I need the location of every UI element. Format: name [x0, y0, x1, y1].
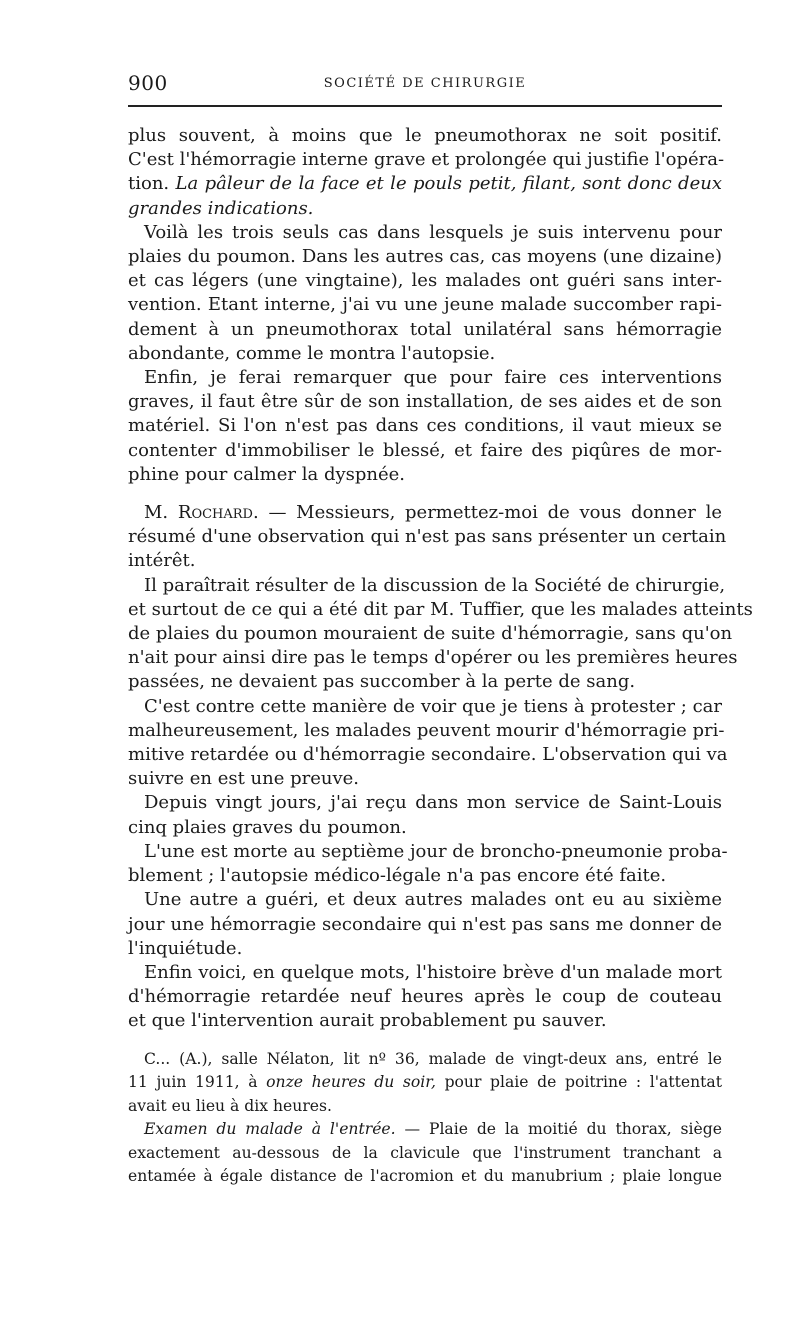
- text-run: pour plaie de poitrine : l'attentat: [435, 1073, 722, 1092]
- header-rule: [128, 105, 722, 107]
- text-line: et cas légers (une vingtaine), les malades ont guéri sans inter-: [128, 270, 722, 292]
- observation-block: [128, 1048, 722, 1189]
- text-line: plus souvent, à moins que le pneumothorax ne soit positif.: [128, 125, 722, 146]
- paragraph: [128, 961, 722, 1034]
- text-line: Enfin voici, en quelque mots, l'histoire brève d'un malade mort: [144, 961, 722, 983]
- text-line: et que l'intervention aurait probablement pu sauver.: [128, 1010, 607, 1032]
- text-line: [128, 501, 722, 525]
- speaker-paragraph: [128, 501, 727, 574]
- body-text: [128, 124, 753, 1189]
- running-title: SOCIÉTÉ DE CHIRURGIE: [323, 76, 527, 91]
- text-line: Il paraîtrait résulter de la discussion de la Société de chirurgie,: [144, 574, 726, 596]
- paragraph: [128, 221, 722, 366]
- speaker-name: Rochard.: [177, 502, 259, 524]
- text-line: de plaies du poumon mouraient de suite d'hémorragie, sans qu'on: [128, 623, 733, 645]
- text-line: exactement au-dessous de la clavicule que l'instrument tranchant a: [128, 1143, 722, 1162]
- text-line: Depuis vingt jours, j'ai reçu dans mon service de Saint-Louis: [144, 792, 722, 814]
- text-line: abondante, comme le montra l'autopsie.: [128, 342, 496, 364]
- text-run: 11 juin 1911, à: [128, 1073, 267, 1092]
- paragraph: [128, 366, 722, 487]
- speaker-prefix: M.: [144, 502, 169, 524]
- text-line: jour une hémorragie secondaire qui n'est pas sans me donner de: [128, 913, 722, 935]
- text-line: résumé d'une observation qui n'est pas sans présenter un certain: [128, 526, 727, 548]
- paragraph: [128, 695, 728, 792]
- text-line: blement ; l'autopsie médico-légale n'a pas encore été faite.: [128, 865, 667, 887]
- page-number: 900: [128, 71, 168, 95]
- text-line: entamée à égale distance de l'acromion et du manubrium ; plaie longue: [128, 1167, 722, 1186]
- text-line: d'hémorragie retardée neuf heures après le coup de couteau: [128, 986, 722, 1008]
- text-line: suivre en est une preuve.: [128, 768, 360, 790]
- paragraph: [128, 1118, 722, 1189]
- italic-run: onze heures du soir,: [266, 1073, 436, 1092]
- text-line: C'est l'hémorragie interne grave et prolongée qui justifie l'opéra-: [128, 149, 725, 171]
- text-line: [128, 1071, 722, 1095]
- italic-run: Examen du malade à l'entrée.: [144, 1120, 396, 1139]
- paragraph: [128, 791, 722, 839]
- text-line: dement à un pneumothorax total unilatéral sans hémorragie: [128, 318, 722, 340]
- text-line: Une autre a guéri, et deux autres malades ont eu au sixième: [144, 889, 722, 911]
- text-line: vention. Etant interne, j'ai vu une jeune malade succomber rapi-: [128, 294, 722, 316]
- text-line: mitive retardée ou d'hémorragie secondaire. L'observation qui va: [128, 744, 728, 766]
- text-line: passées, ne devaient pas succomber à la perte de sang.: [128, 671, 636, 693]
- text-run: — Plaie de la moitié du thorax, siège: [395, 1120, 722, 1139]
- text-line: avait eu lieu à dix heures.: [128, 1096, 332, 1115]
- paragraph: [128, 574, 753, 695]
- text-line: malheureusement, les malades peuvent mourir d'hémorragie pri-: [128, 719, 725, 741]
- text-line: grandes indications.: [128, 197, 314, 219]
- text-line: matériel. Si l'on n'est pas dans ces conditions, il vaut mieux se: [128, 415, 722, 437]
- text-line: contenter d'immobiliser le blessé, et faire des piqûres de mor-: [128, 439, 722, 461]
- text-line: plaies du poumon. Dans les autres cas, cas moyens (une dizaine): [128, 246, 722, 268]
- text-line: L'une est morte au septième jour de broncho-pneumonie proba-: [144, 840, 728, 862]
- text-line: phine pour calmer la dyspnée.: [128, 463, 406, 485]
- text-line: [128, 172, 722, 196]
- paragraph: [128, 124, 725, 221]
- text-run: tion.: [128, 173, 176, 195]
- section-gap: [128, 487, 722, 501]
- text-line: cinq plaies graves du poumon.: [128, 816, 407, 838]
- text-line: graves, il faut être sûr de son installation, de ses aides et de son: [128, 391, 722, 413]
- text-line: C'est contre cette manière de voir que je tiens à protester ; car: [144, 695, 722, 717]
- page-header: [128, 66, 722, 106]
- text-line: [128, 1118, 722, 1142]
- paragraph: [128, 840, 728, 888]
- italic-run: La pâleur de la face et le pouls petit, filant, sont donc deux: [175, 173, 722, 195]
- text-line: Enfin, je ferai remarquer que pour faire ces interventions: [144, 367, 722, 389]
- paragraph: [128, 888, 722, 961]
- text-line: Voilà les trois seuls cas dans lesquels je suis intervenu pour: [144, 221, 722, 243]
- text-run: — Messieurs, permettez-moi de vous donner le: [268, 502, 722, 524]
- text-line: l'inquiétude.: [128, 937, 243, 959]
- text-line: n'ait pour ainsi dire pas le temps d'opérer ou les premières heures: [128, 647, 738, 669]
- text-line: et surtout de ce qui a été dit par M. Tuffier, que les malades atteints: [128, 598, 753, 620]
- text-line: intérêt.: [128, 550, 196, 572]
- section-gap: [128, 1034, 722, 1048]
- text-line: C... (A.), salle Nélaton, lit nº 36, malade de vingt-deux ans, entré le: [144, 1049, 722, 1068]
- paragraph: [128, 1048, 722, 1119]
